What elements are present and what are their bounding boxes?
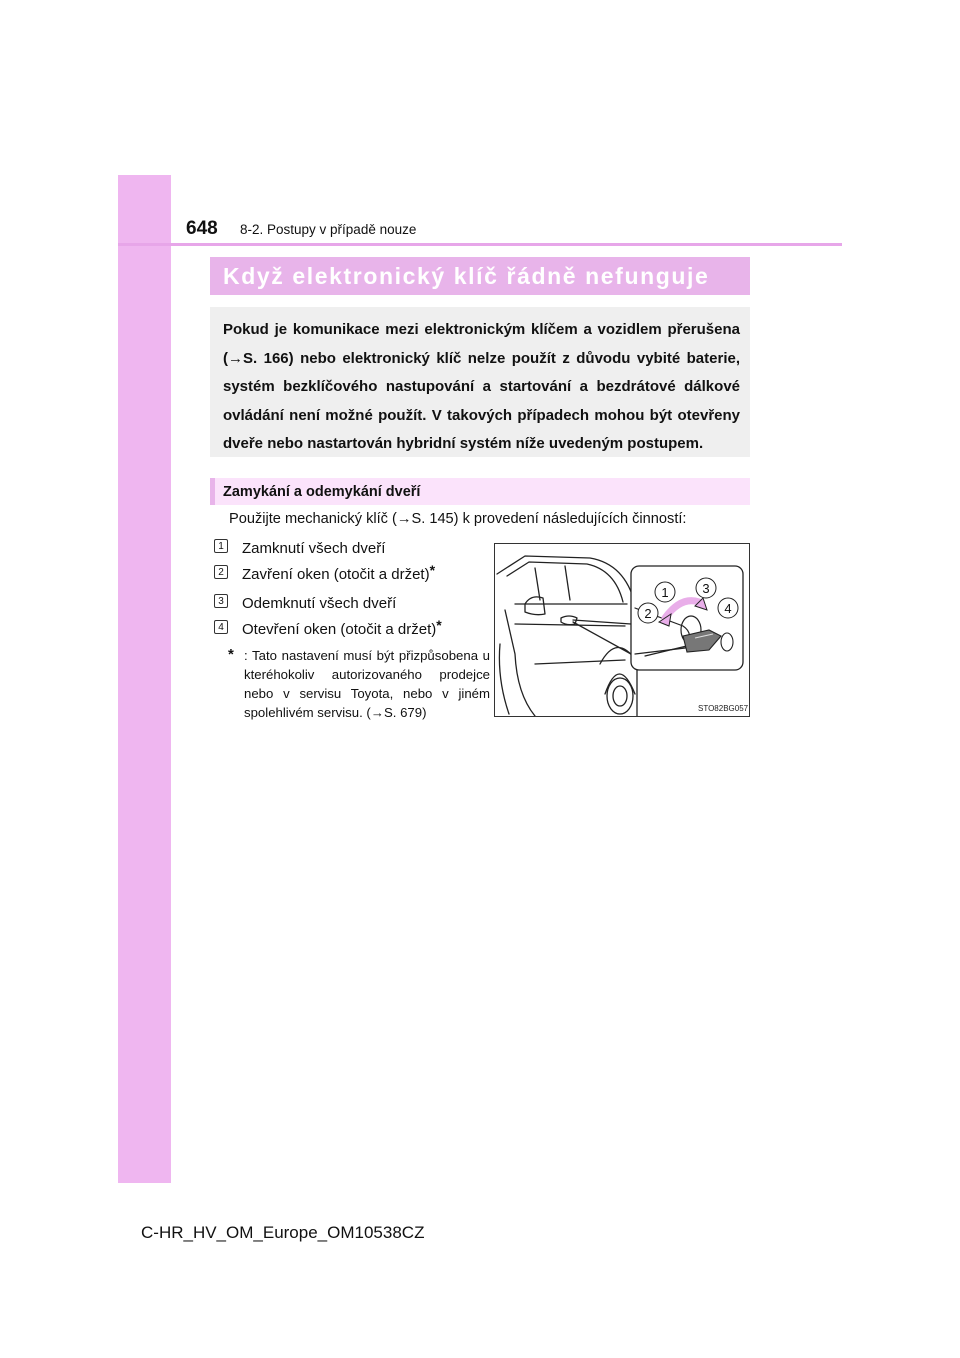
header-divider	[118, 243, 842, 246]
illustration-code: STO82BG057	[698, 704, 749, 713]
footnote-asterisk: *	[228, 646, 234, 663]
usage-instruction: Použijte mechanický klíč (→S. 145) k provedení následujících činností:	[229, 511, 687, 527]
step-text: Zavření oken (otočit a držet)*	[242, 561, 436, 583]
step-number-badge: 4	[214, 620, 228, 634]
asterisk-mark: *	[429, 561, 436, 578]
step-number-badge: 1	[214, 539, 228, 553]
section-title: Když elektronický klíč řádně nefunguje	[223, 262, 710, 289]
step-item-1	[214, 535, 386, 557]
callout-1: 1	[661, 585, 669, 600]
running-header: 8-2. Postupy v případě nouze	[240, 222, 417, 237]
footnote	[228, 646, 490, 722]
step-item-3	[214, 590, 397, 612]
step-item-2	[214, 561, 436, 583]
subsection-title-bar	[210, 478, 750, 505]
step-text: Zamknutí všech dveří	[242, 539, 386, 557]
footnote-text: : Tato nastavení musí být přizpůsobena u kteréhokoliv autorizovaného prodejce nebo v servisu Toyota, nebo v jiném spolehlivém servisu. (→S. 679)	[244, 648, 490, 720]
key-cylinder-illustration	[494, 543, 750, 717]
section-title-bar	[210, 257, 750, 295]
step-text: Odemknutí všech dveří	[242, 594, 397, 612]
subsection-title: Zamykání a odemykání dveří	[223, 483, 421, 500]
step-item-4	[214, 616, 442, 638]
side-tab-band	[118, 175, 171, 1183]
asterisk-mark: *	[436, 616, 442, 633]
step-number-badge: 3	[214, 594, 228, 608]
step-number-badge: 2	[214, 565, 228, 579]
callout-2: 2	[644, 606, 652, 621]
intro-box	[210, 307, 750, 457]
page-number: 648	[186, 218, 218, 239]
callout-3: 3	[702, 581, 710, 596]
step-text: Otevření oken (otočit a držet)*	[242, 616, 442, 638]
document-code: C-HR_HV_OM_Europe_OM10538CZ	[141, 1223, 425, 1242]
intro-paragraph: Pokud je komunikace mezi elektronickým klíčem a vozidlem přerušena (→S. 166) nebo elektronický klíč nelze použít z důvodu vybité baterie, systém bezklíčového nastupování a startování a bezdrátové dálkové ovládání není možné použít. V takových případech mohou být otevřeny dveře nebo nastartován hybridní systém níže uvedeným postupem.	[223, 321, 740, 453]
car-door-key-drawing	[495, 544, 749, 716]
callout-4: 4	[724, 601, 732, 616]
